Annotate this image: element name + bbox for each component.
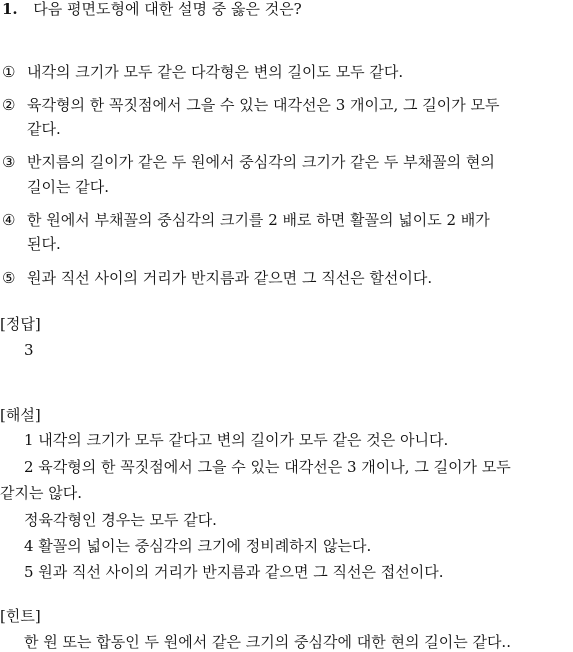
question-line [2,0,302,19]
option-2-text: 육각형의 한 꼭짓점에서 그을 수 있는 대각선은 3 개이고, 그 길이가 모두 [27,96,500,114]
question-text: 다음 평면도형에 대한 설명 중 옳은 것은? [33,0,302,18]
explanation-line-3: 같지는 않다. [0,484,82,502]
option-5 [2,268,432,288]
option-4 [2,210,490,230]
option-5-text: 원과 직선 사이의 거리가 반지름과 같으면 그 직선은 할선이다. [27,269,433,287]
option-3-text: 반지름의 길이가 같은 두 원에서 중심각의 크기가 같은 두 부채꼴의 현의 [27,153,495,171]
option-2-continuation: 같다. [27,120,61,138]
explanation-line-2: 2 육각형의 한 꼭짓점에서 그을 수 있는 대각선은 3 개이나, 그 길이가 모두 [24,458,511,476]
option-1 [2,62,403,82]
option-3 [2,152,495,172]
option-1-text: 내각의 크기가 모두 같은 다각형은 변의 길이도 모두 같다. [27,63,404,81]
hint-heading: [힌트] [0,607,41,625]
answer-heading: [정답] [0,315,41,333]
explanation-line-4: 정육각형인 경우는 모두 같다. [24,511,217,529]
explanation-heading: [해설] [0,406,41,424]
option-4-marker: ④ [2,211,16,229]
option-5-marker: ⑤ [2,269,16,287]
explanation-line-6: 5 원과 직선 사이의 거리가 반지름과 같으면 그 직선은 접선이다. [24,563,444,581]
option-2 [2,95,499,115]
option-4-text: 한 원에서 부채꼴의 중심각의 크기를 2 배로 하면 활꼴의 넓이도 2 배가 [27,211,490,229]
option-2-marker: ② [2,96,16,114]
explanation-line-5: 4 활꼴의 넓이는 중심각의 크기에 정비례하지 않는다. [24,537,372,555]
option-3-marker: ③ [2,153,16,171]
explanation-line-1: 1 내각의 크기가 모두 같다고 변의 길이가 모두 같은 것은 아니다. [24,431,449,449]
option-4-continuation: 된다. [27,235,61,253]
option-1-marker: ① [2,63,16,81]
question-number: 1. [2,0,18,18]
answer-value: 3 [24,341,34,359]
hint-text: 한 원 또는 합동인 두 원에서 같은 크기의 중심각에 대한 현의 길이는 같다.. [24,633,511,651]
option-3-continuation: 길이는 같다. [27,178,109,196]
